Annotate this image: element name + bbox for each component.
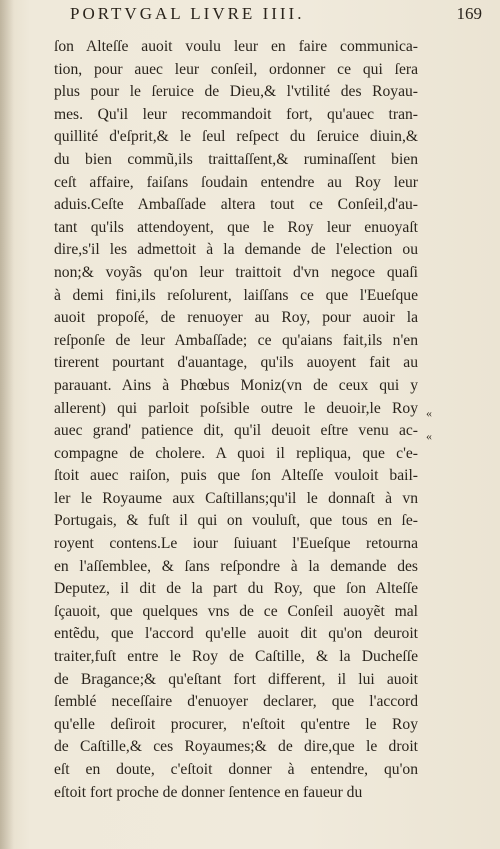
margin-quote-mark: « xyxy=(426,428,432,443)
page-number: 169 xyxy=(456,4,482,23)
text-line: qu'elle deſiroit procurer, n'eſtoit qu'entre le Roy xyxy=(54,715,418,733)
text-line: eſt en doute, c'eſtoit donner à entendre, qu'on xyxy=(54,761,418,778)
running-title: PORTVGAL LIVRE IIII. xyxy=(70,4,305,23)
text-line: aduis.Ceſte Ambaſſade altera tout ce Conſeil,d'au- xyxy=(54,196,418,214)
text-line: tirerent pourtant d'auantage, qu'ils auoyent fait au xyxy=(54,354,418,372)
text-line: de Caſtille,& ces Royaumes;& de dire,que le droit xyxy=(54,738,418,756)
text-line: non;& voyãs qu'on leur traittoit d'vn negoce quaſi xyxy=(54,263,418,281)
text-line: ſçauoit, que quelques vns de ce Conſeil auoyẽt mal xyxy=(54,602,418,620)
body-text xyxy=(54,36,418,804)
text-line: quillité d'eſprit,& le ſeul reſpect du ſeruice diuin,& xyxy=(54,128,418,146)
text-line: ſtoit auec raiſon, puis que ſon Alteſſe vouloit bail- xyxy=(54,467,418,485)
text-line: plus pour le ſeruice de Dieu,& l'vtilité des Royau- xyxy=(54,83,418,101)
margin-quote-marks xyxy=(426,402,456,447)
text-line: auoit propoſé, de renuoyer au Roy, pour auoir la xyxy=(54,309,418,327)
text-line: compagne de cholere. A quoi il repliqua, que c'e- xyxy=(54,444,418,462)
text-line: en l'aſſemblee, & ſans reſpondre à la demande des xyxy=(54,557,418,575)
text-line: parauant. Ains à Phœbus Moniz(vn de ceux qui y xyxy=(54,376,418,394)
text-line: ſemblé neceſſaire d'enuoyer declarer, que l'accord xyxy=(54,693,418,711)
text-line: traiter,fuſt entre le Roy de Caſtille, & la Ducheſſe xyxy=(54,648,418,666)
text-line: reſponſe de leur Ambaſſade; ce qu'aians fait,ils n'en xyxy=(54,331,418,349)
running-head xyxy=(70,4,482,28)
text-line: tant qu'ils attendoyent, que le Roy leur enuoyaſt xyxy=(54,218,418,236)
text-line: mes. Qu'il leur recommandoit fort, qu'auec tran- xyxy=(54,105,418,123)
text-line: auec grand' patience dit, qu'il deuoit eſtre venu ac- xyxy=(54,422,418,440)
text-line: tion, pour auec leur conſeil, ordonner ce qui ſera xyxy=(54,60,418,78)
text-line: Portugais, & fuſt il qui on vouluſt, que tous en ſe- xyxy=(54,512,418,530)
text-line: à demi fini,ils reſolurent, laiſſans ce que l'Eueſque xyxy=(54,286,418,304)
margin-quote-mark: « xyxy=(426,406,432,420)
text-line: eſtoit fort proche de donner ſentence en faueur du xyxy=(54,783,363,801)
gutter-shadow xyxy=(0,0,14,849)
text-line: ſon Alteſſe auoit voulu leur en faire communica- xyxy=(54,38,418,55)
text-line: de Bragance;& qu'eſtant fort different, il lui auoit xyxy=(54,670,418,688)
text-line: entẽdu, que l'accord qu'elle auoit dit qu'on deuroit xyxy=(54,625,418,643)
text-line: ler le Royaume aux Caſtillans;qu'il le donnaſt à vn xyxy=(54,489,418,507)
text-line: allerent) qui parloit poſsible outre le deuoir,le Roy xyxy=(54,399,418,417)
text-line: du bien commũ,ils traittaſſent,& ruminaſſent bien xyxy=(54,150,418,168)
text-line: royent contens.Le iour ſuiuant l'Eueſque retourna xyxy=(54,535,418,553)
text-line: dire,s'il les admettoit à la demande de l'election ou xyxy=(54,241,418,259)
text-line: Deputez, il dit de la part du Roy, que ſon Alteſſe xyxy=(54,580,418,598)
text-line: ceſt affaire, faiſans ſoudain entendre au Roy leur xyxy=(54,173,418,191)
